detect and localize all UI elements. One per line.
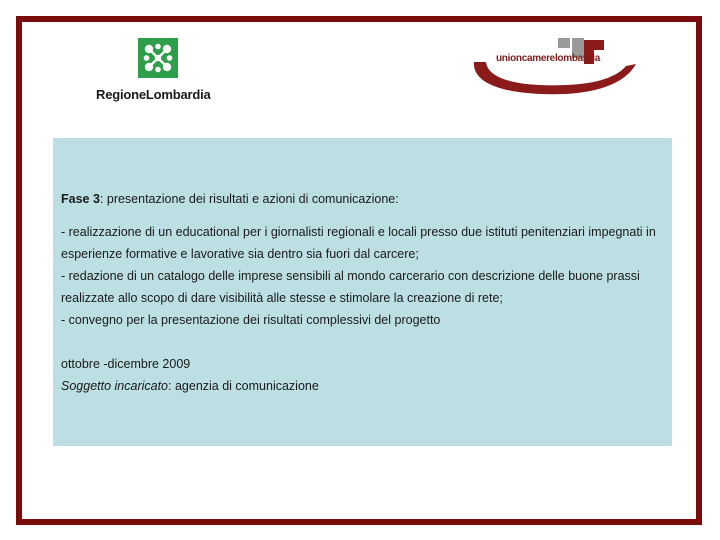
regione-lombardia-wordmark: RegioneLombardia <box>96 87 211 102</box>
phase-title: : presentazione dei risultati e azioni di comunicazione: <box>99 192 399 206</box>
period-text: ottobre -dicembre 2009 <box>61 357 191 371</box>
unioncamere-wordmark: unioncamerelombardia <box>496 53 601 64</box>
lombardy-rose-icon <box>138 38 178 78</box>
assigned-value: : agenzia di comunicazione <box>168 379 319 393</box>
phase-description-panel <box>53 138 672 446</box>
assigned-label: Soggetto incaricato <box>61 379 169 393</box>
list-item: - realizzazione di un educational per i giornalisti regionali e locali presso due istituti penitenziari impegnati in esperienze formative e lavorative sia dentro sia fuori dal carcere; <box>61 225 656 261</box>
list-item: - convegno per la presentazione dei risultati complessivi del progetto <box>61 313 441 327</box>
assigned-line <box>61 375 664 397</box>
phase-label: Fase 3 <box>61 192 100 206</box>
list-item: - redazione di un catalogo delle imprese sensibili al mondo carcerario con descrizione delle buone prassi realizzate allo scopo di dare visibilità alle stesse e stimolare la creazione di rete; <box>61 269 640 305</box>
unioncamere-swoosh-logo <box>466 36 638 100</box>
unioncamere-logo <box>466 36 638 100</box>
phase-heading <box>61 188 664 210</box>
regione-lombardia-logo <box>96 38 226 104</box>
